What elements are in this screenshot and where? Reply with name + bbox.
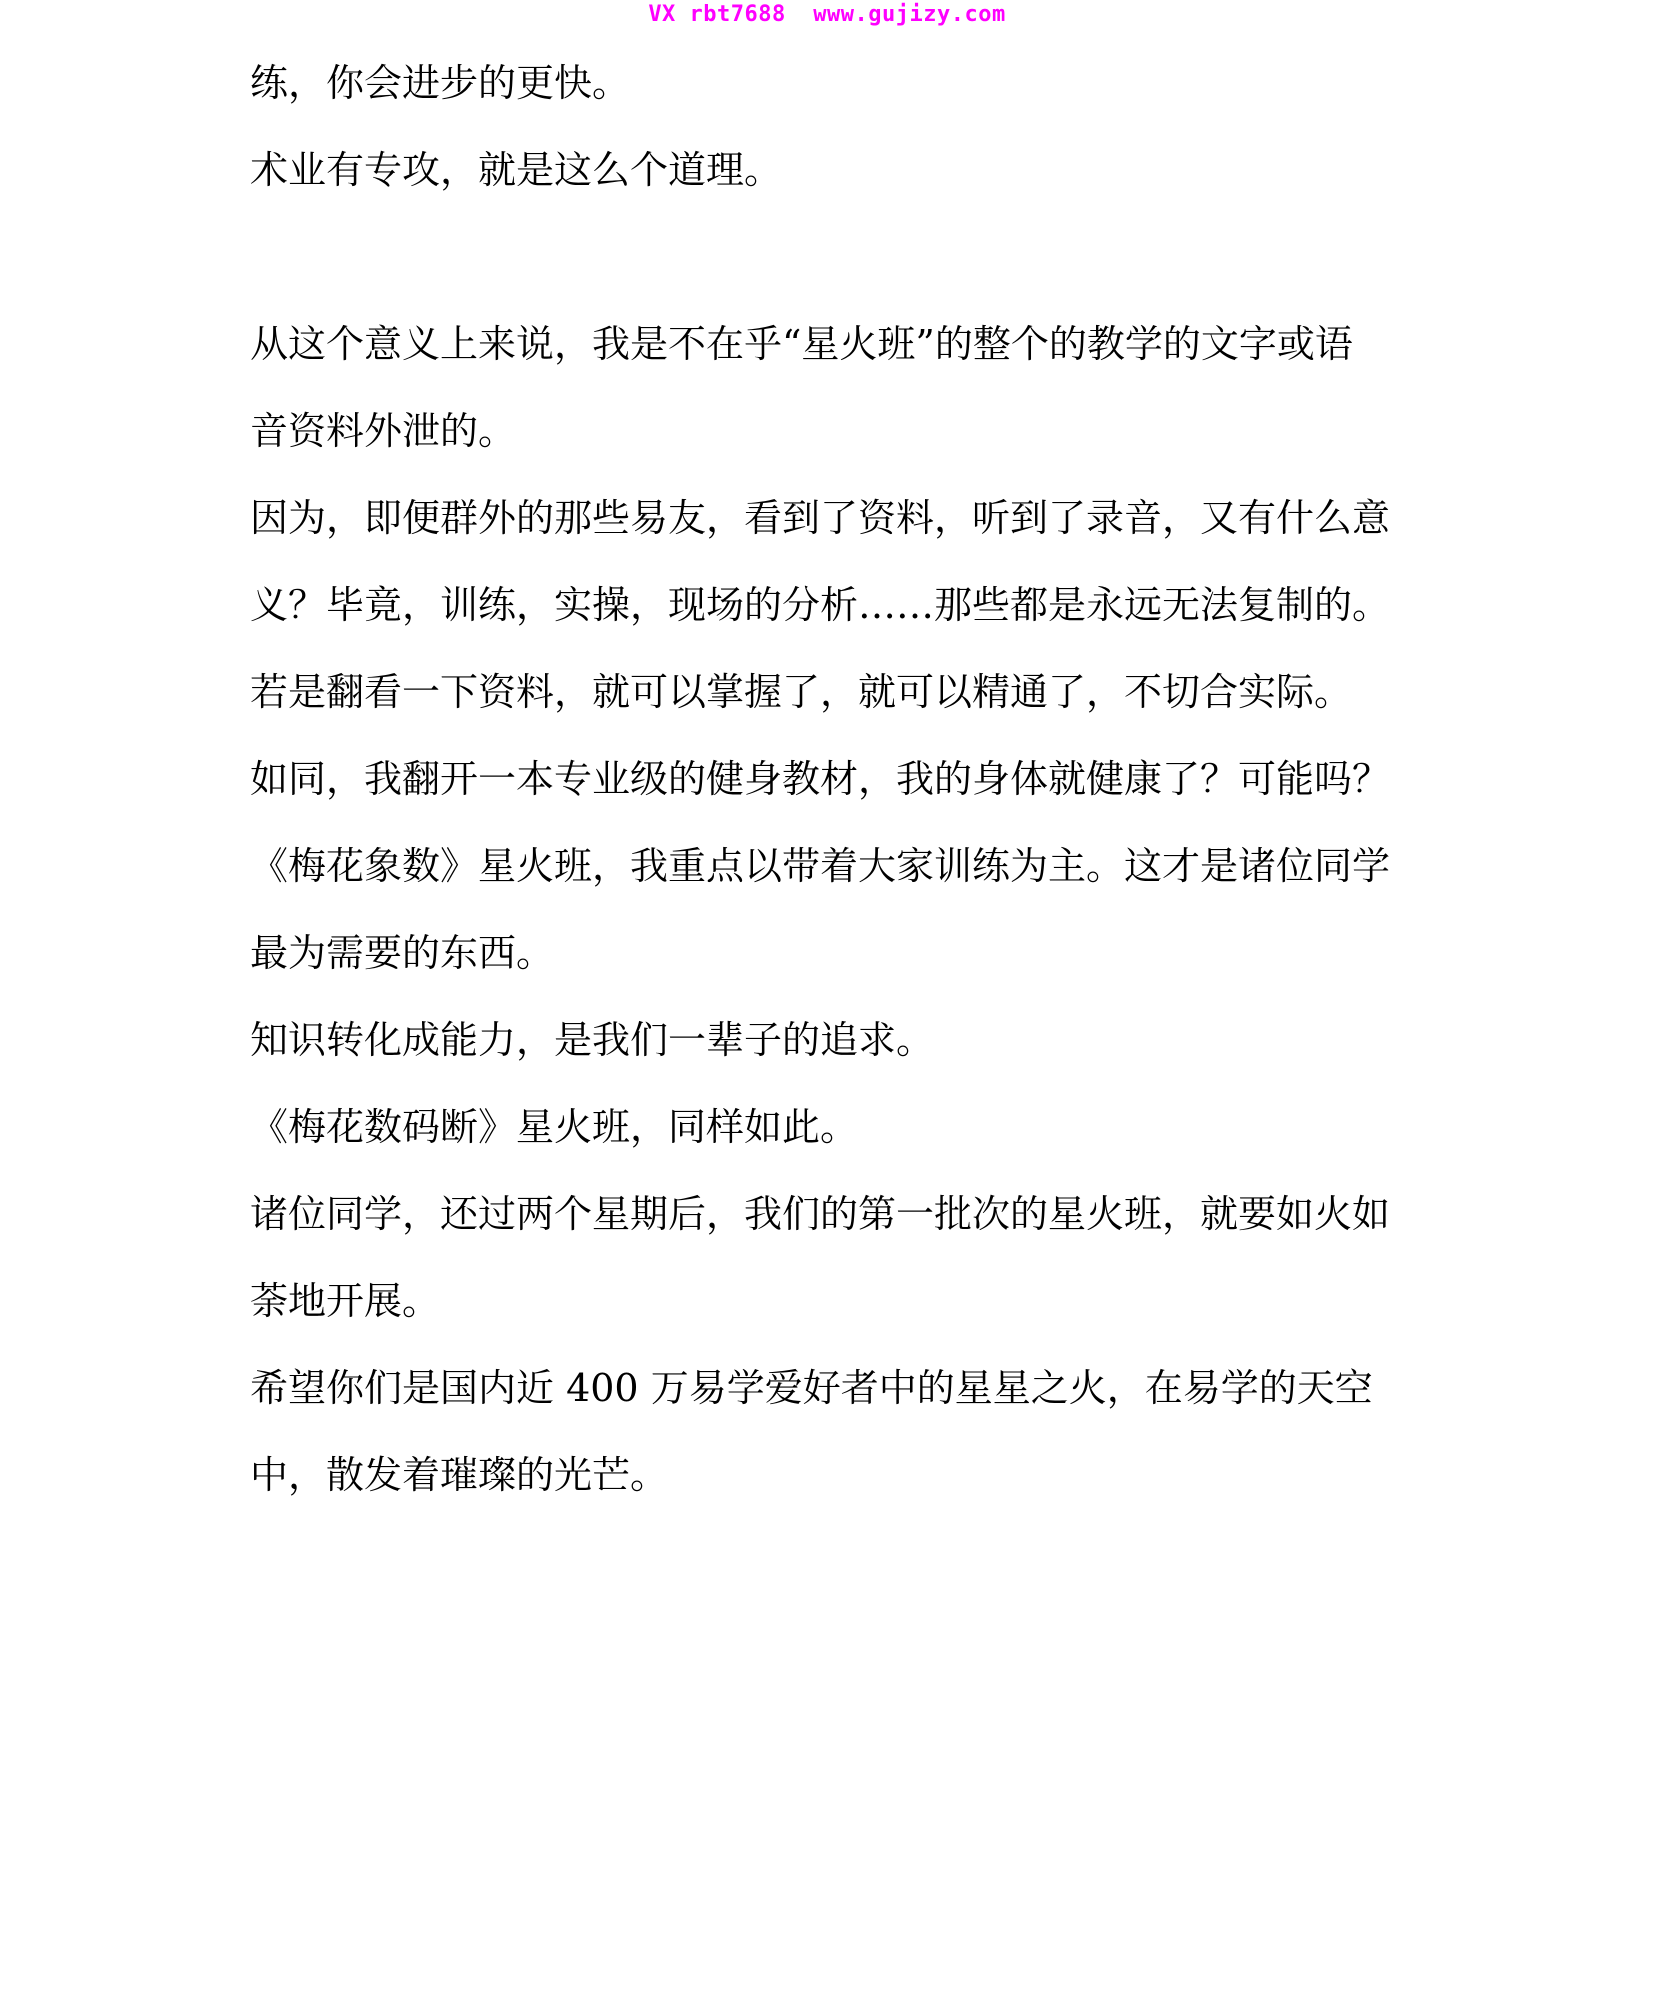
text-line: 音资料外泄的。: [250, 409, 517, 453]
text-line: 如同，我翻开一本专业级的健身教材，我的身体就健康了？可能吗？: [250, 757, 1391, 801]
text-line: 练，你会进步的更快。: [250, 61, 631, 105]
watermark-header: VX rbt7688 www.gujizy.com: [648, 2, 1006, 27]
document-body: [250, 40, 1410, 1519]
text-line: 希望你们是国内近 400 万易学爱好者中的星星之火，在易学的天空: [250, 1366, 1373, 1410]
text-line: 因为，即便群外的那些易友，看到了资料，听到了录音，又有什么意: [250, 496, 1391, 540]
text-line: 最为需要的东西。: [250, 931, 555, 975]
text-line: 从这个意义上来说，我是不在乎“星火班”的整个的教学的文字或语: [250, 322, 1353, 366]
text-line: 荼地开展。: [250, 1279, 441, 1323]
text-line: 《梅花数码断》星火班，同样如此。: [250, 1105, 859, 1149]
text-line: 义？毕竟，训练，实操，现场的分析……那些都是永远无法复制的。: [250, 583, 1391, 627]
text-line: 诸位同学，还过两个星期后，我们的第一批次的星火班，就要如火如: [250, 1192, 1391, 1236]
text-line: 若是翻看一下资料，就可以掌握了，就可以精通了，不切合实际。: [250, 670, 1353, 714]
text-line: 中，散发着璀璨的光芒。: [250, 1453, 669, 1497]
text-line: 术业有专攻，就是这么个道理。: [250, 148, 783, 192]
paragraph-gap: [250, 214, 1410, 301]
text-line: 知识转化成能力，是我们一辈子的追求。: [250, 1018, 935, 1062]
text-line: 《梅花象数》星火班，我重点以带着大家训练为主。这才是诸位同学: [250, 844, 1391, 888]
